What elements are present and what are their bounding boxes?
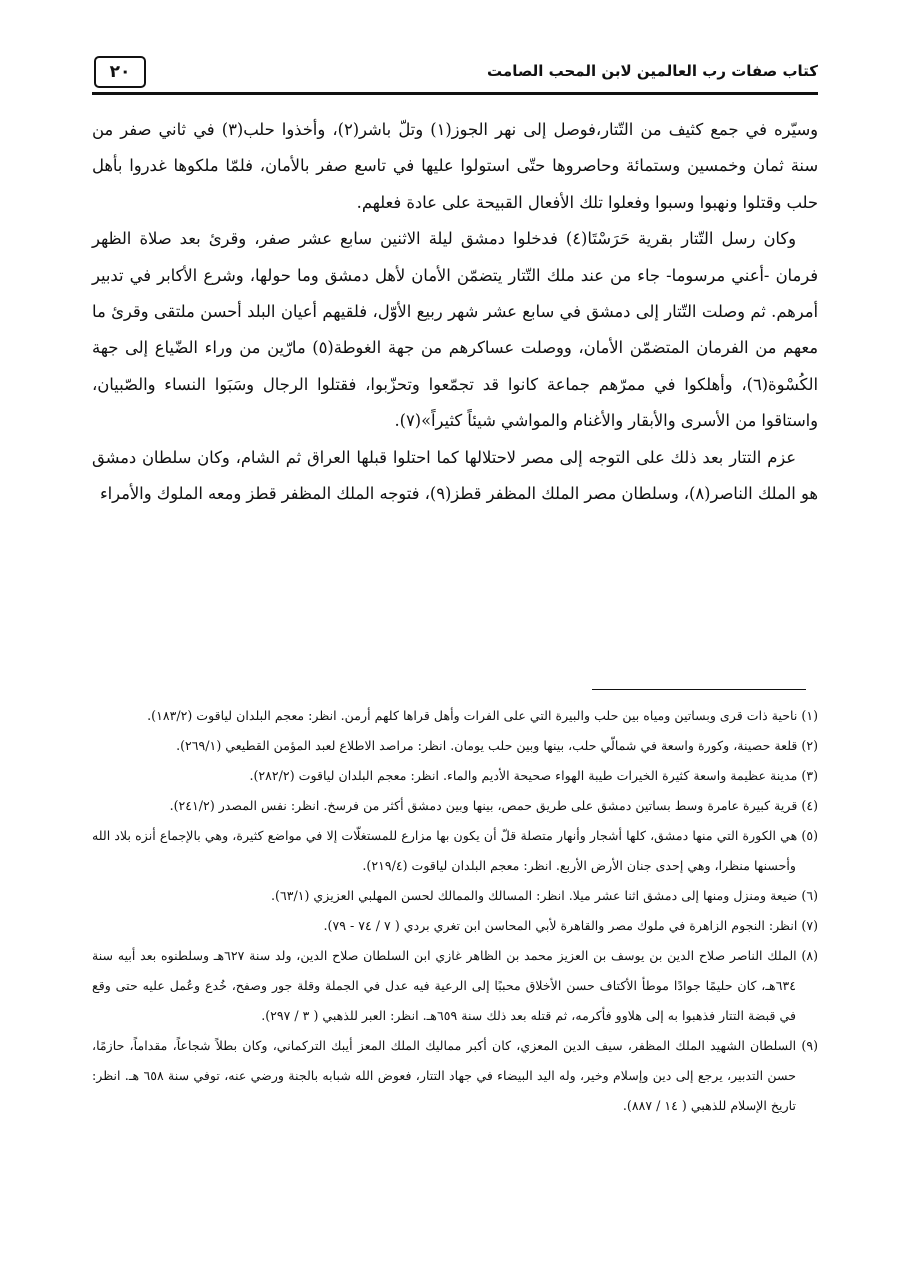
page-number: ٢٠ <box>94 56 146 88</box>
main-text <box>92 112 818 512</box>
footnote: (٨) الملك الناصر صلاح الدين بن يوسف بن العزيز محمد بن الظاهر غازي ابن السلطان صلاح الدين، ولد سنة ٦٢٧هـ وسلطنوه بعد أبيه سنة ٦٣٤هـ، كان حليمًا جوادًا موطأ الأكتاف حسن الأخلاق محببًا إلى الرعية فيه عدل في الجملة وقلة جور وصفح، خُدع وعُمل عليه حتى وقع في قبضة التتار فذهبوا به إلى هلاوو فأكرمه، ثم قتله بعد ذلك سنة ٦٥٩هـ. انظر: العبر للذهبي ( ٣ / ٢٩٧). <box>92 948 818 1023</box>
running-title: كتاب صفات رب العالمين لابن المحب الصامت <box>487 62 818 80</box>
footnote: (٩) السلطان الشهيد الملك المظفر، سيف الدين المعزي، كان أكبر مماليك الملك المعز أيبك التركماني، وكان بطلاً شجاعاً، مقداماً، حازمًا، حسن التدبير، يرجع إلى دين وإسلام وخير، وله اليد البيضاء في جهاد التتار، فعوض الله شبابه بالجنة ورضي عنه، توفي سنة ٦٥٨ هـ. انظر: تاريخ الإسلام للذهبي ( ١٤ / ٨٨٧). <box>92 1038 818 1113</box>
footnote: (٥) هي الكورة التي منها دمشق، كلها أشجار وأنهار متصلة قلّ أن يكون بها مزارع للمستغلّات إلا في مواضع كثيرة، وهي بالإجماع أنزه بلاد الله وأحسنها منظرا، وهي إحدى جنان الأرض الأربع. انظر: معجم البلدان لياقوت (٢١٩/٤). <box>92 828 818 873</box>
footnote: (٣) مدينة عظيمة واسعة كثيرة الخيرات طيبة الهواء صحيحة الأديم والماء. انظر: معجم البلدان لياقوت (٢٨٢/٢). <box>249 768 818 783</box>
footnote: (٤) قرية كبيرة عامرة وسط بساتين دمشق على طريق حمص، بينها وبين دمشق أكثر من فرسخ. انظر: نفس المصدر (٢٤١/٢). <box>169 798 818 813</box>
body-paragraph: وكان رسل التّتار بقرية حَرَسْتَا(٤) فدخلوا دمشق ليلة الاثنين سابع عشر صفر، وقرئ بعد صلاة الظهر فرمان -أعني مرسوما- جاء من عند ملك التّتار يتضمّن الأمان لأهل دمشق وما حولها، وشرع الأكابر في تدبير أمرهم. ثم وصلت التّتار إلى دمشق في سابع عشر شهر ربيع الأوّل، فلقيهم أعيان البلد أحسن ملتقى وقرئ ما معهم من الفرمان المتضمّن الأمان، ووصلت عساكرهم من جهة الغوطة(٥) مارّين من وراء الضّياع إلى جهة الكُسْوة(٦)، وأهلكوا في ممرّهم جماعة كانوا قد تجمّعوا وتحزّبوا، فقتلوا الرجال وسَبَوا النساء والصّبيان، واستاقوا من الأسرى والأبقار والأغنام والمواشي شيئاً كثيراً»(٧). <box>92 229 819 431</box>
footnote: (٧) انظر: النجوم الزاهرة في ملوك مصر والقاهرة لأبي المحاسن ابن تغري بردي ( ٧ / ٧٤ - ٧٩). <box>323 918 818 933</box>
footnote-separator <box>592 689 806 690</box>
body-paragraph: عزم التتار بعد ذلك على التوجه إلى مصر لاحتلالها كما احتلوا قبلها العراق ثم الشام، وكان سلطان دمشق هو الملك الناصر(٨)، وسلطان مصر الملك المظفر قطز(٩)، فتوجه الملك المظفر قطز ومعه الملوك والأمراء <box>92 447 818 504</box>
body-paragraph: وسيّره في جمع كثيف من التّتار،فوصل إلى نهر الجوز(١) وتلّ باشر(٢)، وأخذوا حلب(٣) في ثاني صفر من سنة ثمان وخمسين وستمائة وحاصروها حتّى استولوا عليها في تاسع صفر بالأمان، فلمّا ملكوها غدروا بأهل حلب وقتلوا ونهبوا وسبوا وفعلوا تلك الأفعال القبيحة على عادة فعلهم. <box>92 120 818 212</box>
footnote: (٦) ضيعة ومنزل ومنها إلى دمشق اثنا عشر ميلا. انظر: المسالك والممالك لحسن المهلبي العزيزي (٦٣/١). <box>271 888 818 903</box>
footnotes <box>92 701 818 1121</box>
footnote: (١) ناحية ذات قرى وبساتين ومياه بين حلب والبيرة التي على الفرات وأهل قراها كلهم أرمن. انظر: معجم البلدان لياقوت (١٨٣/٢). <box>147 708 818 723</box>
page-header <box>92 52 818 95</box>
footnote: (٢) قلعة حصينة، وكورة واسعة في شمالّي حلب، بينها وبين حلب يومان. انظر: مراصد الاطلاع لعبد المؤمن القطيعي (٢٦٩/١). <box>176 738 818 753</box>
